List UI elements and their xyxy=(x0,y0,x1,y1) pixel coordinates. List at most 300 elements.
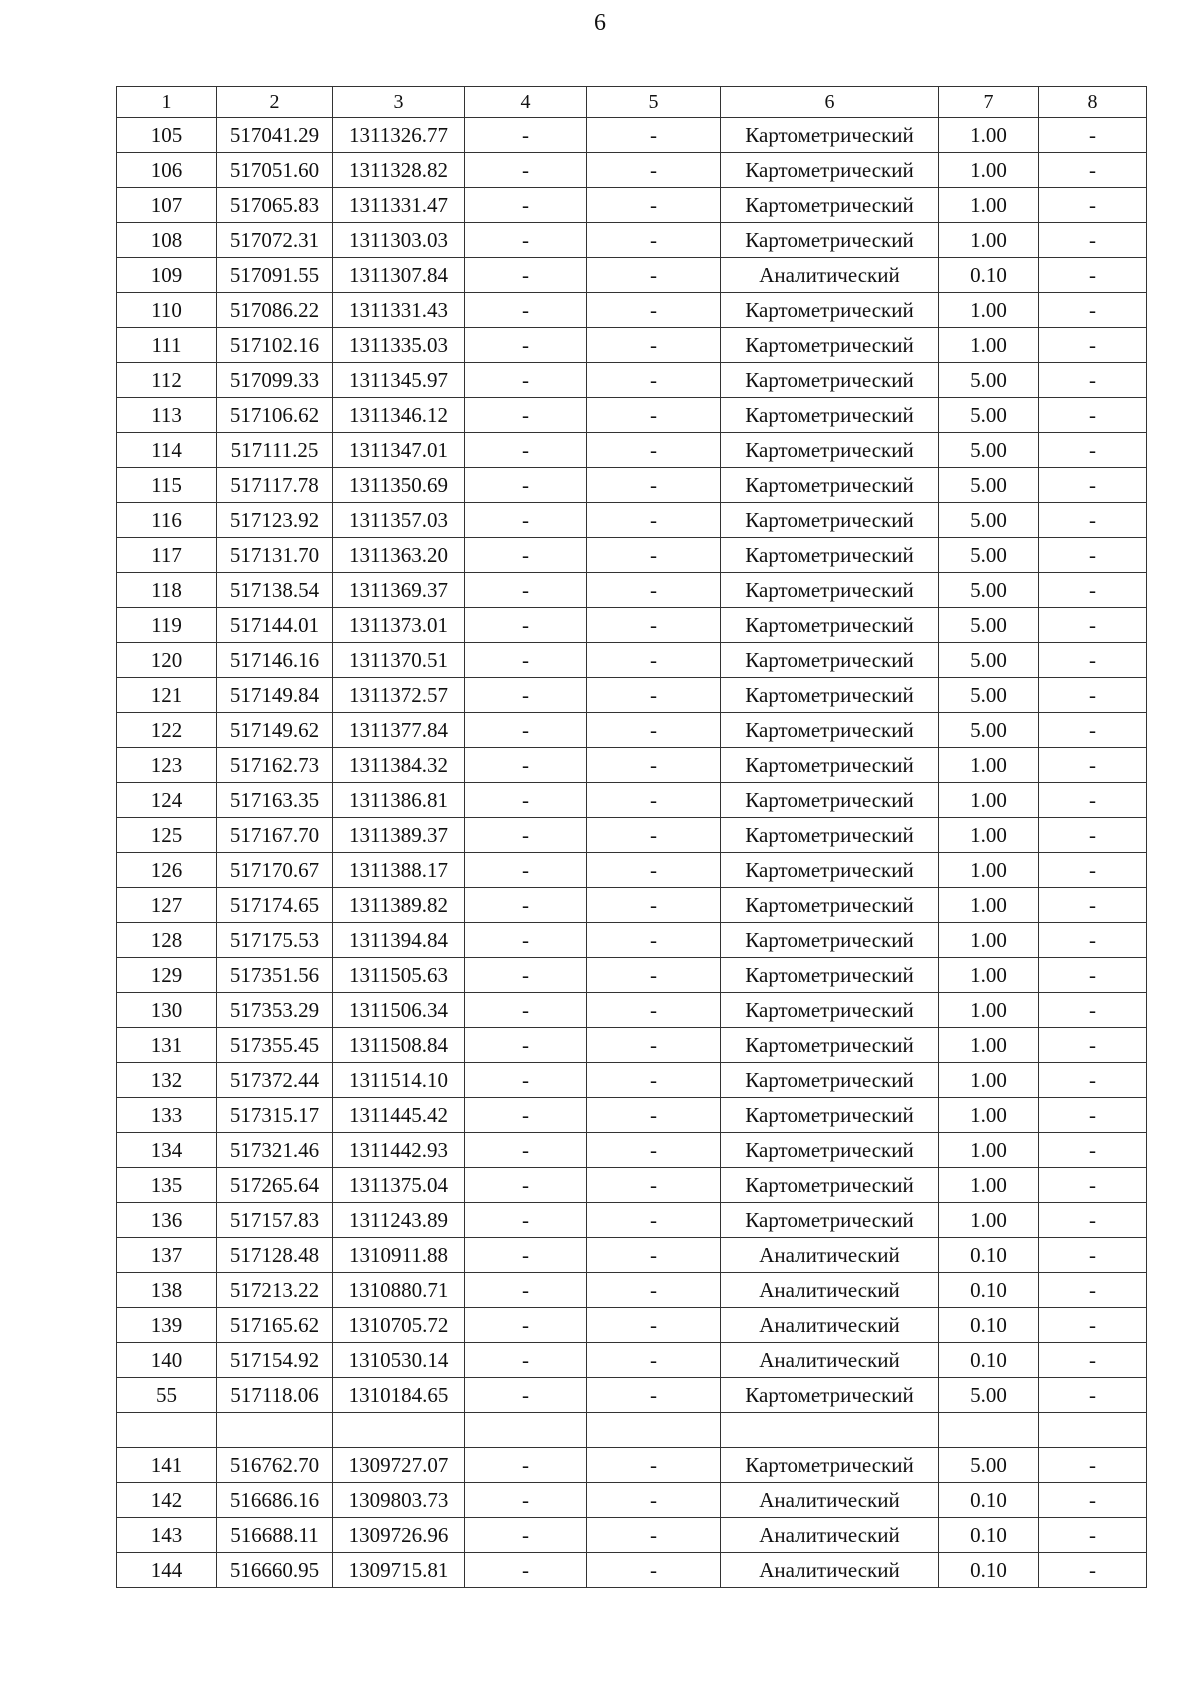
point-number-cell: 109 xyxy=(117,258,217,293)
x-coordinate-cell: 517041.29 xyxy=(217,118,333,153)
y-coordinate-cell: 1311375.04 xyxy=(333,1168,465,1203)
point-number-cell: 115 xyxy=(117,468,217,503)
method-cell: Картометрический xyxy=(721,783,939,818)
col8-cell xyxy=(1039,1413,1147,1448)
col5-cell: - xyxy=(587,923,721,958)
method-cell: Картометрический xyxy=(721,433,939,468)
method-cell: Аналитический xyxy=(721,1518,939,1553)
col5-cell: - xyxy=(587,678,721,713)
col8-cell: - xyxy=(1039,503,1147,538)
point-number-cell: 143 xyxy=(117,1518,217,1553)
point-number-cell: 128 xyxy=(117,923,217,958)
x-coordinate-cell: 517146.16 xyxy=(217,643,333,678)
col4-cell: - xyxy=(465,923,587,958)
table-row xyxy=(117,1448,1147,1483)
y-coordinate-cell: 1310530.14 xyxy=(333,1343,465,1378)
table-row xyxy=(117,1168,1147,1203)
x-coordinate-cell: 517355.45 xyxy=(217,1028,333,1063)
accuracy-cell xyxy=(939,1413,1039,1448)
accuracy-cell: 0.10 xyxy=(939,258,1039,293)
col8-cell: - xyxy=(1039,1343,1147,1378)
col8-cell: - xyxy=(1039,1168,1147,1203)
method-cell: Картометрический xyxy=(721,223,939,258)
table-row xyxy=(117,1308,1147,1343)
table-row xyxy=(117,1203,1147,1238)
col8-cell: - xyxy=(1039,748,1147,783)
point-number-cell: 118 xyxy=(117,573,217,608)
point-number-cell: 126 xyxy=(117,853,217,888)
point-number-cell: 107 xyxy=(117,188,217,223)
x-coordinate-cell: 517102.16 xyxy=(217,328,333,363)
y-coordinate-cell: 1311370.51 xyxy=(333,643,465,678)
y-coordinate-cell xyxy=(333,1413,465,1448)
y-coordinate-cell: 1311445.42 xyxy=(333,1098,465,1133)
point-number-cell: 121 xyxy=(117,678,217,713)
y-coordinate-cell: 1311377.84 xyxy=(333,713,465,748)
table-row xyxy=(117,608,1147,643)
y-coordinate-cell: 1310911.88 xyxy=(333,1238,465,1273)
col5-cell: - xyxy=(587,363,721,398)
y-coordinate-cell: 1311331.43 xyxy=(333,293,465,328)
col5-cell: - xyxy=(587,468,721,503)
col8-cell: - xyxy=(1039,188,1147,223)
col5-cell: - xyxy=(587,433,721,468)
method-cell: Аналитический xyxy=(721,1553,939,1588)
method-cell: Картометрический xyxy=(721,468,939,503)
accuracy-cell: 5.00 xyxy=(939,643,1039,678)
point-number-cell: 135 xyxy=(117,1168,217,1203)
col4-cell: - xyxy=(465,818,587,853)
table-row xyxy=(117,1378,1147,1413)
col4-cell: - xyxy=(465,1238,587,1273)
point-number-cell: 144 xyxy=(117,1553,217,1588)
col8-cell: - xyxy=(1039,643,1147,678)
col4-cell: - xyxy=(465,1378,587,1413)
col8-cell: - xyxy=(1039,1063,1147,1098)
point-number-cell: 113 xyxy=(117,398,217,433)
col4-cell: - xyxy=(465,1448,587,1483)
col8-cell: - xyxy=(1039,258,1147,293)
accuracy-cell: 1.00 xyxy=(939,993,1039,1028)
accuracy-cell: 1.00 xyxy=(939,328,1039,363)
table-row xyxy=(117,468,1147,503)
col8-cell: - xyxy=(1039,1448,1147,1483)
y-coordinate-cell: 1311363.20 xyxy=(333,538,465,573)
table-row xyxy=(117,1483,1147,1518)
y-coordinate-cell: 1310705.72 xyxy=(333,1308,465,1343)
accuracy-cell: 5.00 xyxy=(939,608,1039,643)
page-number: 6 xyxy=(594,10,606,36)
table-row xyxy=(117,958,1147,993)
method-cell: Картометрический xyxy=(721,748,939,783)
table-row xyxy=(117,783,1147,818)
accuracy-cell: 0.10 xyxy=(939,1483,1039,1518)
col8-cell: - xyxy=(1039,853,1147,888)
x-coordinate-cell: 517138.54 xyxy=(217,573,333,608)
method-cell: Картометрический xyxy=(721,1028,939,1063)
point-number-cell: 133 xyxy=(117,1098,217,1133)
y-coordinate-cell: 1311347.01 xyxy=(333,433,465,468)
x-coordinate-cell: 517162.73 xyxy=(217,748,333,783)
point-number-cell: 138 xyxy=(117,1273,217,1308)
method-cell: Аналитический xyxy=(721,1273,939,1308)
method-cell: Картометрический xyxy=(721,608,939,643)
col8-cell: - xyxy=(1039,1133,1147,1168)
y-coordinate-cell: 1311335.03 xyxy=(333,328,465,363)
col5-cell: - xyxy=(587,1238,721,1273)
y-coordinate-cell: 1310184.65 xyxy=(333,1378,465,1413)
col5-cell: - xyxy=(587,713,721,748)
accuracy-cell: 1.00 xyxy=(939,958,1039,993)
col8-cell: - xyxy=(1039,1238,1147,1273)
method-cell: Аналитический xyxy=(721,1483,939,1518)
x-coordinate-cell: 517213.22 xyxy=(217,1273,333,1308)
col8-cell: - xyxy=(1039,118,1147,153)
x-coordinate-cell: 516688.11 xyxy=(217,1518,333,1553)
col4-cell: - xyxy=(465,1483,587,1518)
method-cell: Картометрический xyxy=(721,293,939,328)
method-cell: Картометрический xyxy=(721,573,939,608)
y-coordinate-cell: 1311442.93 xyxy=(333,1133,465,1168)
col8-cell: - xyxy=(1039,1518,1147,1553)
point-number-cell: 131 xyxy=(117,1028,217,1063)
accuracy-cell: 5.00 xyxy=(939,398,1039,433)
accuracy-cell: 5.00 xyxy=(939,1378,1039,1413)
col4-cell: - xyxy=(465,398,587,433)
table-row xyxy=(117,713,1147,748)
col8-cell: - xyxy=(1039,993,1147,1028)
table-row xyxy=(117,1343,1147,1378)
col5-cell: - xyxy=(587,258,721,293)
accuracy-cell: 1.00 xyxy=(939,888,1039,923)
column-header: 8 xyxy=(1039,87,1147,118)
col4-cell: - xyxy=(465,363,587,398)
col5-cell: - xyxy=(587,503,721,538)
col5-cell: - xyxy=(587,1028,721,1063)
col5-cell: - xyxy=(587,958,721,993)
col4-cell: - xyxy=(465,503,587,538)
point-number-cell: 132 xyxy=(117,1063,217,1098)
col4-cell: - xyxy=(465,643,587,678)
point-number-cell: 55 xyxy=(117,1378,217,1413)
accuracy-cell: 1.00 xyxy=(939,748,1039,783)
col5-cell: - xyxy=(587,888,721,923)
x-coordinate-cell: 517118.06 xyxy=(217,1378,333,1413)
y-coordinate-cell: 1309803.73 xyxy=(333,1483,465,1518)
table-row xyxy=(117,678,1147,713)
point-number-cell: 108 xyxy=(117,223,217,258)
y-coordinate-cell: 1311372.57 xyxy=(333,678,465,713)
col5-cell: - xyxy=(587,118,721,153)
point-number-cell: 129 xyxy=(117,958,217,993)
column-header: 3 xyxy=(333,87,465,118)
method-cell: Картометрический xyxy=(721,1133,939,1168)
point-number-cell: 106 xyxy=(117,153,217,188)
method-cell: Картометрический xyxy=(721,328,939,363)
col8-cell: - xyxy=(1039,1273,1147,1308)
y-coordinate-cell: 1311514.10 xyxy=(333,1063,465,1098)
method-cell: Картометрический xyxy=(721,888,939,923)
col5-cell: - xyxy=(587,1518,721,1553)
table-row xyxy=(117,433,1147,468)
col5-cell: - xyxy=(587,1448,721,1483)
accuracy-cell: 5.00 xyxy=(939,573,1039,608)
x-coordinate-cell: 517157.83 xyxy=(217,1203,333,1238)
column-header: 7 xyxy=(939,87,1039,118)
x-coordinate-cell: 517106.62 xyxy=(217,398,333,433)
col8-cell: - xyxy=(1039,1483,1147,1518)
col5-cell: - xyxy=(587,538,721,573)
point-number-cell: 130 xyxy=(117,993,217,1028)
accuracy-cell: 0.10 xyxy=(939,1308,1039,1343)
x-coordinate-cell: 517051.60 xyxy=(217,153,333,188)
x-coordinate-cell: 517167.70 xyxy=(217,818,333,853)
col4-cell: - xyxy=(465,328,587,363)
col5-cell xyxy=(587,1413,721,1448)
table-row xyxy=(117,818,1147,853)
col5-cell: - xyxy=(587,1063,721,1098)
x-coordinate-cell: 517065.83 xyxy=(217,188,333,223)
method-cell: Аналитический xyxy=(721,258,939,293)
col4-cell: - xyxy=(465,1273,587,1308)
col8-cell: - xyxy=(1039,1098,1147,1133)
col8-cell: - xyxy=(1039,293,1147,328)
method-cell: Картометрический xyxy=(721,1448,939,1483)
col5-cell: - xyxy=(587,1483,721,1518)
x-coordinate-cell: 517165.62 xyxy=(217,1308,333,1343)
y-coordinate-cell: 1310880.71 xyxy=(333,1273,465,1308)
method-cell: Картометрический xyxy=(721,713,939,748)
table-row xyxy=(117,993,1147,1028)
col5-cell: - xyxy=(587,993,721,1028)
col4-cell: - xyxy=(465,188,587,223)
accuracy-cell: 5.00 xyxy=(939,468,1039,503)
point-number-cell xyxy=(117,1413,217,1448)
col4-cell: - xyxy=(465,538,587,573)
point-number-cell: 116 xyxy=(117,503,217,538)
method-cell: Картометрический xyxy=(721,153,939,188)
table-row xyxy=(117,328,1147,363)
x-coordinate-cell: 517099.33 xyxy=(217,363,333,398)
col5-cell: - xyxy=(587,1203,721,1238)
col4-cell: - xyxy=(465,433,587,468)
col4-cell: - xyxy=(465,118,587,153)
y-coordinate-cell: 1311386.81 xyxy=(333,783,465,818)
table-row xyxy=(117,748,1147,783)
x-coordinate-cell: 517265.64 xyxy=(217,1168,333,1203)
accuracy-cell: 1.00 xyxy=(939,818,1039,853)
column-header: 5 xyxy=(587,87,721,118)
y-coordinate-cell: 1309715.81 xyxy=(333,1553,465,1588)
col5-cell: - xyxy=(587,223,721,258)
accuracy-cell: 0.10 xyxy=(939,1343,1039,1378)
x-coordinate-cell: 517175.53 xyxy=(217,923,333,958)
col8-cell: - xyxy=(1039,783,1147,818)
table-row xyxy=(117,223,1147,258)
y-coordinate-cell: 1311384.32 xyxy=(333,748,465,783)
accuracy-cell: 5.00 xyxy=(939,538,1039,573)
col5-cell: - xyxy=(587,1343,721,1378)
y-coordinate-cell: 1311243.89 xyxy=(333,1203,465,1238)
x-coordinate-cell: 516762.70 xyxy=(217,1448,333,1483)
accuracy-cell: 5.00 xyxy=(939,503,1039,538)
col4-cell: - xyxy=(465,468,587,503)
col8-cell: - xyxy=(1039,223,1147,258)
method-cell: Картометрический xyxy=(721,853,939,888)
point-number-cell: 105 xyxy=(117,118,217,153)
method-cell: Картометрический xyxy=(721,818,939,853)
point-number-cell: 139 xyxy=(117,1308,217,1343)
method-cell: Картометрический xyxy=(721,398,939,433)
y-coordinate-cell: 1309727.07 xyxy=(333,1448,465,1483)
point-number-cell: 142 xyxy=(117,1483,217,1518)
col5-cell: - xyxy=(587,1378,721,1413)
col8-cell: - xyxy=(1039,888,1147,923)
accuracy-cell: 0.10 xyxy=(939,1238,1039,1273)
y-coordinate-cell: 1311508.84 xyxy=(333,1028,465,1063)
accuracy-cell: 0.10 xyxy=(939,1518,1039,1553)
col8-cell: - xyxy=(1039,1203,1147,1238)
table-row xyxy=(117,1028,1147,1063)
col4-cell: - xyxy=(465,608,587,643)
table-row xyxy=(117,643,1147,678)
table-row xyxy=(117,888,1147,923)
method-cell: Картометрический xyxy=(721,188,939,223)
x-coordinate-cell: 517351.56 xyxy=(217,958,333,993)
method-cell: Картометрический xyxy=(721,1168,939,1203)
col4-cell: - xyxy=(465,1343,587,1378)
x-coordinate-cell: 517111.25 xyxy=(217,433,333,468)
accuracy-cell: 0.10 xyxy=(939,1553,1039,1588)
point-number-cell: 120 xyxy=(117,643,217,678)
col4-cell: - xyxy=(465,888,587,923)
x-coordinate-cell: 517163.35 xyxy=(217,783,333,818)
table-row xyxy=(117,1133,1147,1168)
table-row xyxy=(117,503,1147,538)
col8-cell: - xyxy=(1039,608,1147,643)
col4-cell: - xyxy=(465,1518,587,1553)
y-coordinate-cell: 1311350.69 xyxy=(333,468,465,503)
accuracy-cell: 1.00 xyxy=(939,1203,1039,1238)
col8-cell: - xyxy=(1039,1028,1147,1063)
y-coordinate-cell: 1311373.01 xyxy=(333,608,465,643)
accuracy-cell: 1.00 xyxy=(939,1133,1039,1168)
table-row xyxy=(117,1553,1147,1588)
col4-cell: - xyxy=(465,1133,587,1168)
x-coordinate-cell: 517128.48 xyxy=(217,1238,333,1273)
col8-cell: - xyxy=(1039,433,1147,468)
table-row xyxy=(117,1273,1147,1308)
col8-cell: - xyxy=(1039,713,1147,748)
table-row xyxy=(117,398,1147,433)
col8-cell: - xyxy=(1039,328,1147,363)
y-coordinate-cell: 1311326.77 xyxy=(333,118,465,153)
col5-cell: - xyxy=(587,328,721,363)
accuracy-cell: 1.00 xyxy=(939,1098,1039,1133)
col4-cell: - xyxy=(465,1308,587,1343)
table-body xyxy=(117,87,1147,1588)
table-row xyxy=(117,258,1147,293)
y-coordinate-cell: 1311388.17 xyxy=(333,853,465,888)
y-coordinate-cell: 1309726.96 xyxy=(333,1518,465,1553)
x-coordinate-cell: 517154.92 xyxy=(217,1343,333,1378)
accuracy-cell: 1.00 xyxy=(939,1168,1039,1203)
method-cell: Картометрический xyxy=(721,958,939,993)
method-cell: Картометрический xyxy=(721,1098,939,1133)
y-coordinate-cell: 1311307.84 xyxy=(333,258,465,293)
x-coordinate-cell: 517086.22 xyxy=(217,293,333,328)
col4-cell: - xyxy=(465,1028,587,1063)
col4-cell: - xyxy=(465,1063,587,1098)
point-number-cell: 124 xyxy=(117,783,217,818)
col8-cell: - xyxy=(1039,468,1147,503)
accuracy-cell: 1.00 xyxy=(939,293,1039,328)
col4-cell: - xyxy=(465,293,587,328)
method-cell: Картометрический xyxy=(721,993,939,1028)
table-row xyxy=(117,853,1147,888)
col5-cell: - xyxy=(587,1553,721,1588)
x-coordinate-cell: 517315.17 xyxy=(217,1098,333,1133)
point-number-cell: 123 xyxy=(117,748,217,783)
column-header: 6 xyxy=(721,87,939,118)
method-cell: Аналитический xyxy=(721,1238,939,1273)
accuracy-cell: 1.00 xyxy=(939,1028,1039,1063)
x-coordinate-cell: 517144.01 xyxy=(217,608,333,643)
col4-cell: - xyxy=(465,258,587,293)
col4-cell: - xyxy=(465,1553,587,1588)
x-coordinate-cell: 517072.31 xyxy=(217,223,333,258)
accuracy-cell: 1.00 xyxy=(939,1063,1039,1098)
col5-cell: - xyxy=(587,398,721,433)
col4-cell: - xyxy=(465,153,587,188)
y-coordinate-cell: 1311389.37 xyxy=(333,818,465,853)
method-cell: Картометрический xyxy=(721,643,939,678)
col4-cell: - xyxy=(465,783,587,818)
col5-cell: - xyxy=(587,188,721,223)
col4-cell: - xyxy=(465,1098,587,1133)
col4-cell: - xyxy=(465,713,587,748)
accuracy-cell: 5.00 xyxy=(939,713,1039,748)
accuracy-cell: 1.00 xyxy=(939,153,1039,188)
point-number-cell: 111 xyxy=(117,328,217,363)
point-number-cell: 112 xyxy=(117,363,217,398)
accuracy-cell: 1.00 xyxy=(939,223,1039,258)
col5-cell: - xyxy=(587,853,721,888)
table-row xyxy=(117,538,1147,573)
col5-cell: - xyxy=(587,1168,721,1203)
table-header-row xyxy=(117,87,1147,118)
table-row xyxy=(117,188,1147,223)
method-cell: Картометрический xyxy=(721,503,939,538)
col8-cell: - xyxy=(1039,923,1147,958)
accuracy-cell: 1.00 xyxy=(939,188,1039,223)
col8-cell: - xyxy=(1039,678,1147,713)
x-coordinate-cell: 517321.46 xyxy=(217,1133,333,1168)
table-row xyxy=(117,1063,1147,1098)
x-coordinate-cell: 517149.62 xyxy=(217,713,333,748)
col4-cell: - xyxy=(465,1168,587,1203)
method-cell: Картометрический xyxy=(721,538,939,573)
method-cell: Картометрический xyxy=(721,118,939,153)
table-separator-row xyxy=(117,1413,1147,1448)
col5-cell: - xyxy=(587,1273,721,1308)
x-coordinate-cell: 516686.16 xyxy=(217,1483,333,1518)
y-coordinate-cell: 1311346.12 xyxy=(333,398,465,433)
accuracy-cell: 1.00 xyxy=(939,783,1039,818)
col8-cell: - xyxy=(1039,1553,1147,1588)
coordinates-table xyxy=(116,86,1147,1588)
method-cell: Картометрический xyxy=(721,923,939,958)
